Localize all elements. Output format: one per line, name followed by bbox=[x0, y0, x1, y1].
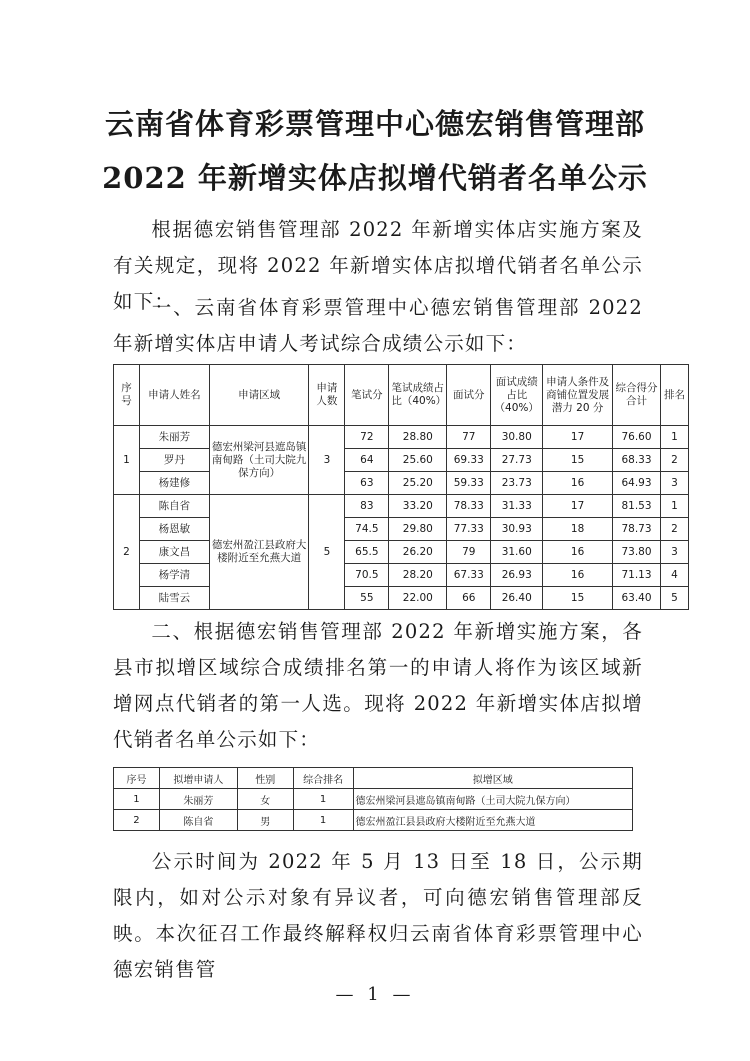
candidate-table-header bbox=[114, 768, 633, 789]
cell-rank: 5 bbox=[660, 587, 688, 610]
table-row bbox=[114, 518, 689, 541]
cell-interview-pct: 26.40 bbox=[491, 587, 543, 610]
table-row bbox=[114, 449, 689, 472]
cell-total: 78.73 bbox=[613, 518, 661, 541]
cell-total: 81.53 bbox=[613, 495, 661, 518]
cell-written: 63 bbox=[345, 472, 389, 495]
th-written: 笔试分 bbox=[345, 365, 389, 426]
cell-potential: 15 bbox=[543, 587, 613, 610]
cell-gender: 男 bbox=[237, 810, 293, 831]
th-name: 拟增申请人 bbox=[159, 768, 237, 789]
cell-written-pct: 26.20 bbox=[389, 541, 447, 564]
table-row bbox=[114, 426, 689, 449]
cell-interview: 77 bbox=[447, 426, 491, 449]
table-row bbox=[114, 789, 633, 810]
page-number: — 1 — bbox=[335, 984, 415, 1005]
th-area: 申请区域 bbox=[209, 365, 309, 426]
cell-area: 德宏州盈江县政府大楼附近至允燕大道 bbox=[209, 495, 309, 610]
th-name: 申请人姓名 bbox=[139, 365, 209, 426]
cell-rank: 4 bbox=[660, 564, 688, 587]
section-two-paragraph bbox=[113, 614, 643, 758]
title-line-2: 2022 年新增实体店拟增代销者名单公示 bbox=[102, 161, 648, 195]
cell-seq: 1 bbox=[114, 426, 140, 495]
cell-interview: 77.33 bbox=[447, 518, 491, 541]
section-one-text: 一、云南省体育彩票管理中心德宏销售管理部 2022 年新增实体店申请人考试综合成绩公示如下： bbox=[113, 296, 643, 355]
cell-interview: 69.33 bbox=[447, 449, 491, 472]
table-row bbox=[114, 587, 689, 610]
cell-potential: 17 bbox=[543, 426, 613, 449]
th-interview: 面试分 bbox=[447, 365, 491, 426]
th-interview-pct: 面试成绩占比（40%） bbox=[491, 365, 543, 426]
cell-count: 3 bbox=[309, 426, 345, 495]
intro-text: 根据德宏销售管理部 2022 年新增实体店实施方案及有关规定，现将 2022 年新增实体店拟增代销者名单公示如下： bbox=[113, 218, 643, 313]
candidate-table bbox=[113, 767, 633, 831]
cell-name: 陆雪云 bbox=[139, 587, 209, 610]
cell-written: 64 bbox=[345, 449, 389, 472]
section-two-text: 二、根据德宏销售管理部 2022 年新增实施方案，各县市拟增区域综合成绩排名第一的申请人将作为该区域新增网点代销者的第一人选。现将 2022 年新增实体店拟增代销者名单公示如下： bbox=[113, 620, 643, 751]
title-line-1: 云南省体育彩票管理中心德宏销售管理部 bbox=[104, 107, 645, 141]
cell-area: 德宏州盈江县县政府大楼附近至允燕大道 bbox=[353, 810, 632, 831]
cell-area: 德宏州梁河县遮岛镇南甸路（土司大院九保方向） bbox=[209, 426, 309, 495]
cell-total: 64.93 bbox=[613, 472, 661, 495]
cell-rank: 1 bbox=[293, 789, 353, 810]
cell-written: 74.5 bbox=[345, 518, 389, 541]
cell-written-pct: 25.20 bbox=[389, 472, 447, 495]
th-rank: 综合排名 bbox=[293, 768, 353, 789]
cell-rank: 3 bbox=[660, 541, 688, 564]
th-potential: 申请人条件及商铺位置发展潜力 20 分 bbox=[543, 365, 613, 426]
table-row bbox=[114, 564, 689, 587]
cell-interview-pct: 30.93 bbox=[491, 518, 543, 541]
cell-written-pct: 29.80 bbox=[389, 518, 447, 541]
cell-interview-pct: 30.80 bbox=[491, 426, 543, 449]
cell-written-pct: 25.60 bbox=[389, 449, 447, 472]
cell-rank: 3 bbox=[660, 472, 688, 495]
cell-potential: 17 bbox=[543, 495, 613, 518]
cell-name: 朱丽芳 bbox=[139, 426, 209, 449]
cell-written: 83 bbox=[345, 495, 389, 518]
th-total: 综合得分合计 bbox=[613, 365, 661, 426]
cell-written: 65.5 bbox=[345, 541, 389, 564]
cell-written: 55 bbox=[345, 587, 389, 610]
cell-written: 72 bbox=[345, 426, 389, 449]
cell-area: 德宏州梁河县遮岛镇南甸路（土司大院九保方向） bbox=[353, 789, 632, 810]
cell-potential: 16 bbox=[543, 472, 613, 495]
cell-total: 76.60 bbox=[613, 426, 661, 449]
cell-name: 杨建修 bbox=[139, 472, 209, 495]
cell-total: 71.13 bbox=[613, 564, 661, 587]
cell-total: 68.33 bbox=[613, 449, 661, 472]
cell-interview: 59.33 bbox=[447, 472, 491, 495]
notice-paragraph bbox=[113, 844, 643, 988]
table-row bbox=[114, 541, 689, 564]
th-seq: 序号 bbox=[114, 365, 140, 426]
cell-written-pct: 28.20 bbox=[389, 564, 447, 587]
cell-written-pct: 22.00 bbox=[389, 587, 447, 610]
cell-potential: 15 bbox=[543, 449, 613, 472]
cell-total: 63.40 bbox=[613, 587, 661, 610]
th-count: 申请人数 bbox=[309, 365, 345, 426]
cell-rank: 1 bbox=[660, 495, 688, 518]
cell-total: 73.80 bbox=[613, 541, 661, 564]
cell-rank: 2 bbox=[660, 449, 688, 472]
cell-rank: 1 bbox=[293, 810, 353, 831]
th-seq: 序号 bbox=[114, 768, 160, 789]
notice-text: 公示时间为 2022 年 5 月 13 日至 18 日，公示期限内，如对公示对象有异议者，可向德宏销售管理部反映。本次征召工作最终解释权归云南省体育彩票管理中心德宏销售管 bbox=[113, 850, 643, 981]
table-row bbox=[114, 810, 633, 831]
cell-potential: 18 bbox=[543, 518, 613, 541]
cell-written-pct: 33.20 bbox=[389, 495, 447, 518]
section-one-paragraph bbox=[113, 290, 643, 362]
cell-seq: 1 bbox=[114, 789, 160, 810]
table-row bbox=[114, 495, 689, 518]
cell-name: 康文昌 bbox=[139, 541, 209, 564]
cell-name: 陈自省 bbox=[139, 495, 209, 518]
cell-interview-pct: 26.93 bbox=[491, 564, 543, 587]
cell-name: 陈自省 bbox=[159, 810, 237, 831]
th-gender: 性别 bbox=[237, 768, 293, 789]
cell-interview: 78.33 bbox=[447, 495, 491, 518]
cell-interview-pct: 31.60 bbox=[491, 541, 543, 564]
cell-interview: 79 bbox=[447, 541, 491, 564]
th-area: 拟增区域 bbox=[353, 768, 632, 789]
cell-name: 杨恩敏 bbox=[139, 518, 209, 541]
cell-interview: 67.33 bbox=[447, 564, 491, 587]
th-rank: 排名 bbox=[660, 365, 688, 426]
cell-rank: 2 bbox=[660, 518, 688, 541]
cell-gender: 女 bbox=[237, 789, 293, 810]
score-table-header bbox=[114, 365, 689, 426]
cell-written-pct: 28.80 bbox=[389, 426, 447, 449]
cell-potential: 16 bbox=[543, 564, 613, 587]
cell-rank: 1 bbox=[660, 426, 688, 449]
cell-interview-pct: 27.73 bbox=[491, 449, 543, 472]
th-written-pct: 笔试成绩占比（40%） bbox=[389, 365, 447, 426]
cell-seq: 2 bbox=[114, 495, 140, 610]
cell-count: 5 bbox=[309, 495, 345, 610]
cell-name: 杨学清 bbox=[139, 564, 209, 587]
cell-interview-pct: 23.73 bbox=[491, 472, 543, 495]
table-row bbox=[114, 472, 689, 495]
cell-seq: 2 bbox=[114, 810, 160, 831]
score-table bbox=[113, 364, 689, 610]
cell-name: 朱丽芳 bbox=[159, 789, 237, 810]
cell-interview-pct: 31.33 bbox=[491, 495, 543, 518]
cell-interview: 66 bbox=[447, 587, 491, 610]
cell-potential: 16 bbox=[543, 541, 613, 564]
cell-written: 70.5 bbox=[345, 564, 389, 587]
cell-name: 罗丹 bbox=[139, 449, 209, 472]
